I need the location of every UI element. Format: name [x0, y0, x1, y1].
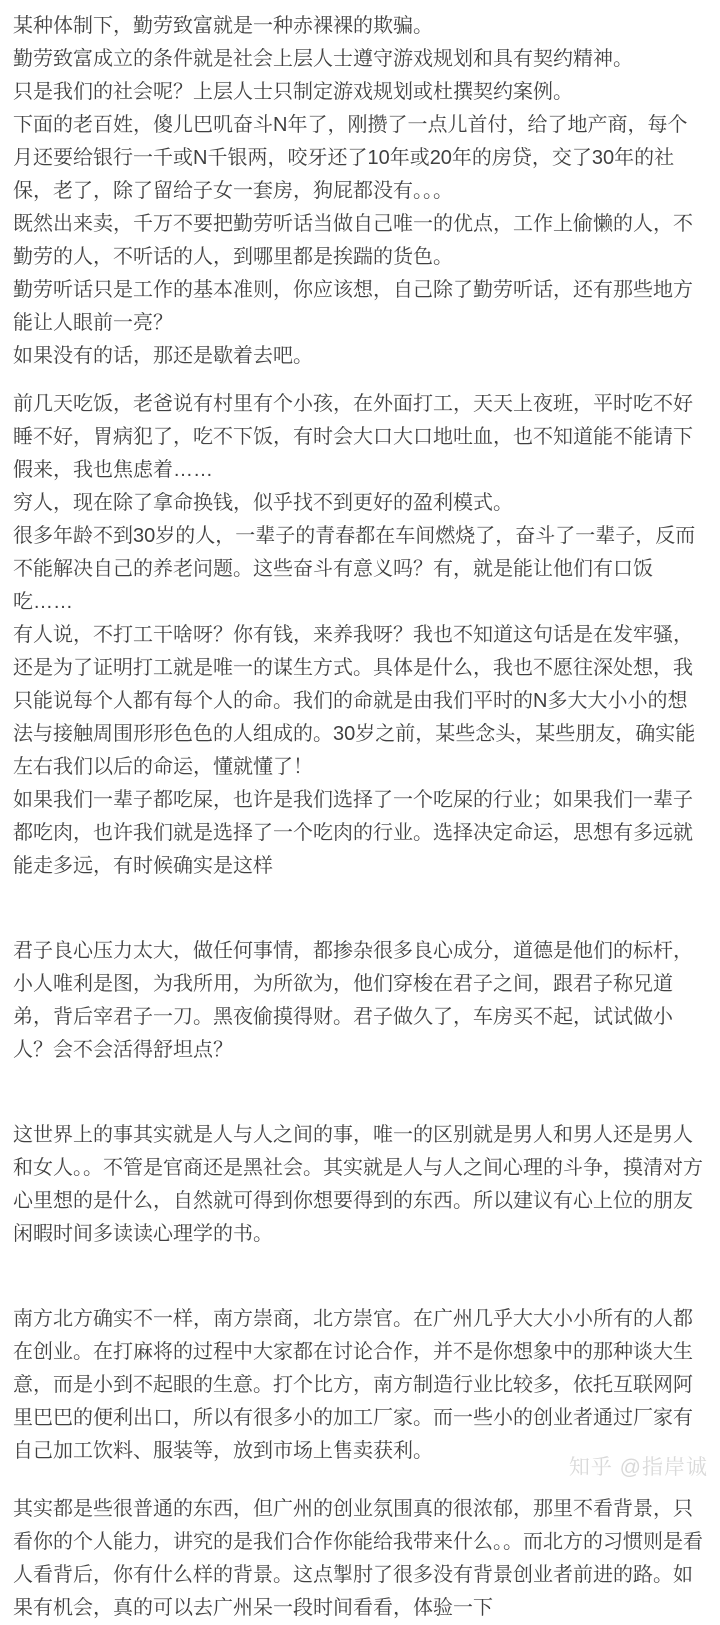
article-paragraph: 君子良心压力太大，做任何事情，都掺杂很多良心成分，道德是他们的标杆，小人唯利是图，为我所用，为所欲为，他们穿梭在君子之间，跟君子称兄道弟，背后宰君子一刀。黑夜偷摸得财。君子做久了，车房买不起，试试做小人？会不会活得舒坦点？ [13, 940, 693, 1061]
article-paragraph: 这世界上的事其实就是人与人之间的事，唯一的区别就是男人和男人还是男人和女人。。不管是官商还是黑社会。其实就是人与人之间心理的斗争，摸清对方心里想的是什么，自然就可得到你想要得到的东西。所以建议有心上位的朋友闲暇时间多读读心理学的书。 [13, 1124, 703, 1245]
paragraph-block-5 [13, 1303, 707, 1468]
paragraph-block-3 [13, 935, 707, 1067]
article-paragraph: 既然出来卖，千万不要把勤劳听话当做自己唯一的优点，工作上偷懒的人，不勤劳的人，不听话的人，到哪里都是挨踹的货色。 [13, 213, 693, 268]
article-paragraph: 穷人，现在除了拿命换钱，似乎找不到更好的盈利模式。 [13, 492, 513, 514]
article-paragraph: 下面的老百姓，傻儿巴叽奋斗N年了，刚攒了一点儿首付，给了地产商，每个月还要给银行一千或N千银两，咬牙还了10年或20年的房贷，交了30年的社保，老了，除了留给子女一套房，狗屁都没有。。。 [13, 114, 688, 202]
article-paragraph: 勤劳致富成立的条件就是社会上层人士遵守游戏规划和具有契约精神。 [13, 48, 633, 70]
article-paragraph: 某种体制下，勤劳致富就是一种赤裸裸的欺骗。 [13, 15, 433, 37]
article-paragraph: 勤劳听话只是工作的基本准则，你应该想，自己除了勤劳听话，还有那些地方能让人眼前一亮？ [13, 279, 693, 334]
article-paragraph: 如果没有的话，那还是歇着去吧。 [13, 345, 313, 367]
zhihu-watermark: 知乎 @指岸诚 [568, 1456, 708, 1479]
paragraph-block-4 [13, 1119, 707, 1251]
article-paragraph: 前几天吃饭，老爸说有村里有个小孩，在外面打工，天天上夜班，平时吃不好睡不好，胃病犯了，吃不下饭，有时会大口大口地吐血，也不知道能不能请下假来，我也焦虑着…… [13, 393, 693, 481]
article-paragraph: 如果我们一辈子都吃屎，也许是我们选择了一个吃屎的行业；如果我们一辈子都吃肉，也许我们就是选择了一个吃肉的行业。选择决定命运，思想有多远就能走多远，有时候确实是这样 [13, 789, 693, 877]
article-paragraph: 只是我们的社会呢？上层人士只制定游戏规划或杜撰契约案例。 [13, 81, 573, 103]
paragraph-block-2 [13, 388, 707, 883]
article-paragraph: 其实都是些很普通的东西，但广州的创业氛围真的很浓郁，那里不看背景，只看你的个人能力，讲究的是我们合作你能给我带来什么。。而北方的习惯则是看人看背后，你有什么样的背景。这点掣肘了很多没有背景创业者前进的路。如果有机会，真的可以去广州呆一段时间看看，体验一下 [13, 1498, 703, 1619]
article-paragraph: 南方北方确实不一样，南方崇商，北方崇官。在广州几乎大大小小所有的人都在创业。在打麻将的过程中大家都在讨论合作，并不是你想象中的那种谈大生意，而是小到不起眼的生意。打个比方，南方制造行业比较多，依托互联网阿里巴巴的便利出口，所以有很多小的加工厂家。而一些小的创业者通过厂家有自己加工饮料、服装等，放到市场上售卖获利。 [13, 1308, 693, 1462]
article-paragraph: 有人说，不打工干啥呀？你有钱，来养我呀？我也不知道这句话是在发牢骚，还是为了证明打工就是唯一的谋生方式。具体是什么，我也不愿往深处想，我只能说每个人都有每个人的命。我们的命就是由我们平时的N多大大小小的想法与接触周围形形色色的人组成的。30岁之前，某些念头，某些朋友，确实能左右我们以后的命运，懂就懂了！ [13, 624, 696, 778]
paragraph-block-6 [13, 1493, 707, 1625]
paragraph-block-1 [13, 10, 707, 373]
article-paragraph: 很多年龄不到30岁的人，一辈子的青春都在车间燃烧了，奋斗了一辈子，反而不能解决自己的养老问题。这些奋斗有意义吗？有，就是能让他们有口饭吃…… [13, 525, 696, 613]
